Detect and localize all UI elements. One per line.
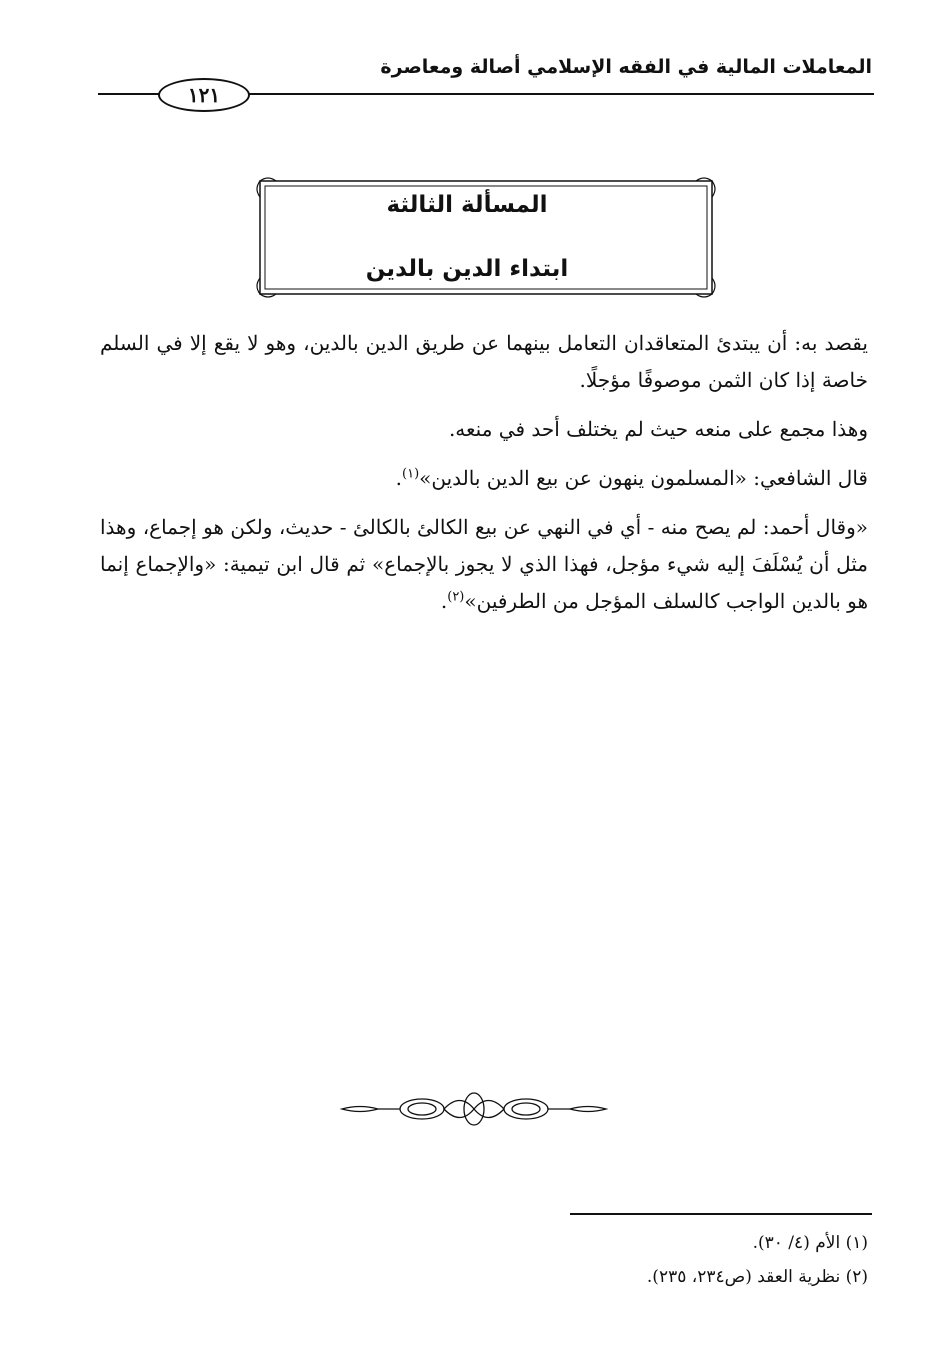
footnote-ref-2: (٢) <box>447 589 465 605</box>
footnotes <box>88 1226 868 1294</box>
paragraph-definition: يقصد به: أن يبتدئ المتعاقدان التعامل بينهما عن طريق الدين بالدين، وهو لا يقع إلا في السلم خاصة إذا كان الثمن موصوفًا مؤجلًا. <box>100 331 868 392</box>
shafii-end: . <box>395 466 402 490</box>
shafii-quote: قال الشافعي: «المسلمون ينهون عن بيع الدين بالدين» <box>419 466 868 490</box>
body-text <box>100 325 868 632</box>
ahmad-end: . <box>440 589 448 613</box>
footnote-rule <box>570 1213 872 1215</box>
page-number: ١٢١ <box>158 78 250 112</box>
section-title: المسألة الثالثة <box>386 192 548 218</box>
paragraph-ahmad <box>100 509 868 620</box>
paragraph-consensus: وهذا مجمع على منعه حيث لم يختلف أحد في منعه. <box>448 417 868 441</box>
paragraph-shafii <box>100 460 868 497</box>
ahmad-quote: «وقال أحمد: لم يصح منه - أي في النهي عن بيع الكالئ بالكالئ - حديث، ولكن هو إجماع، وهذا مثل أن يُسْلَفَ إليه شيء مؤجل، فهذا الذي لا يجوز بالإجماع» ثم قال ابن تيمية: «والإجماع إنما هو بالدين الواجب كالسلف المؤجل من الطرفين» <box>100 515 868 613</box>
footnote-1: (١) الأم (٤/ ٣٠). <box>752 1233 868 1253</box>
divider-ornament-icon <box>340 1090 608 1128</box>
section-subtitle: ابتداء الدين بالدين <box>365 256 569 282</box>
footnote-2: (٢) نظرية العقد (ص٢٣٤، ٢٣٥). <box>646 1267 868 1287</box>
footnote-ref-1: (١) <box>402 466 420 482</box>
running-title: المعاملات المالية في الفقه الإسلامي أصالة ومعاصرة <box>380 56 872 78</box>
